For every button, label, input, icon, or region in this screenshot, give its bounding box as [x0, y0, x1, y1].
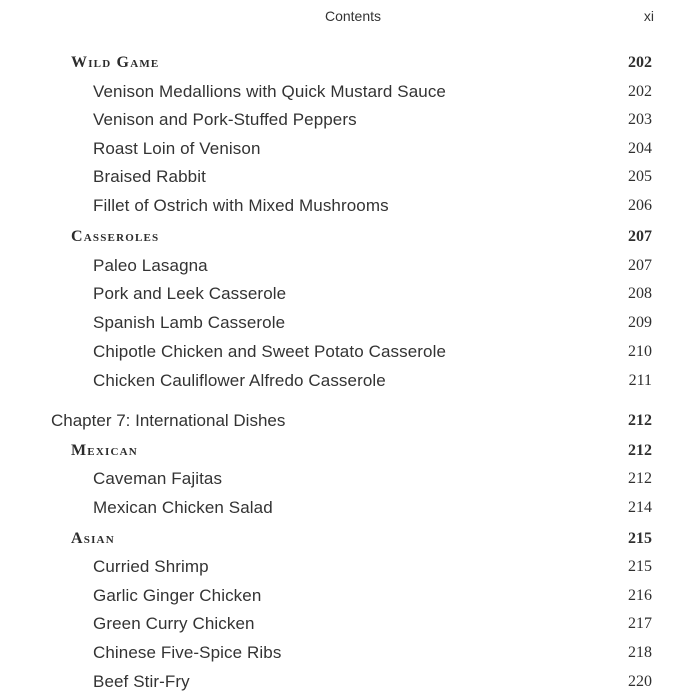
toc-entry — [0, 367, 700, 395]
toc-section-title: Asian — [71, 530, 115, 547]
toc-page-number: 202 — [628, 54, 652, 71]
toc-section-mexican — [0, 437, 700, 465]
toc-entry-title: Beef Stir-Fry — [93, 672, 190, 691]
toc-entry-title: Curried Shrimp — [93, 557, 209, 576]
toc-page-number: 212 — [628, 442, 652, 459]
toc-page-number: 208 — [628, 285, 652, 302]
toc-entry — [0, 639, 700, 667]
toc-entry-title: Fillet of Ostrich with Mixed Mushrooms — [93, 196, 389, 215]
toc-page-number: 202 — [628, 83, 652, 100]
toc-page-number: 212 — [628, 412, 652, 429]
toc-entry — [0, 192, 700, 220]
toc-page-number: 215 — [628, 530, 652, 547]
running-head-page-number: xi — [643, 8, 654, 24]
toc-entry — [0, 78, 700, 106]
toc-entry-title: Paleo Lasagna — [93, 256, 208, 275]
toc-entry — [0, 309, 700, 337]
toc-entry-title: Garlic Ginger Chicken — [93, 586, 262, 605]
toc-entry — [0, 135, 700, 163]
toc-section-title: Mexican — [71, 442, 138, 459]
toc-page-number: 203 — [628, 111, 652, 128]
toc-entry-title: Braised Rabbit — [93, 167, 206, 186]
toc-entry-title: Caveman Fajitas — [93, 469, 223, 488]
toc-entry — [0, 163, 700, 191]
toc-entry — [0, 494, 700, 522]
toc-chapter-7 — [0, 407, 700, 435]
toc-chapter-title: Chapter 7: International Dishes — [51, 411, 286, 430]
toc-entry — [0, 338, 700, 366]
toc-entry-title: Pork and Leek Casserole — [93, 284, 287, 303]
toc-entry — [0, 280, 700, 308]
toc-page-number: 209 — [628, 314, 652, 331]
running-head-title: Contents — [324, 8, 382, 24]
toc-section-casseroles — [0, 223, 700, 251]
toc-entry-title: Roast Loin of Venison — [93, 139, 261, 158]
toc-page-number: 211 — [628, 372, 652, 389]
toc-entry-title: Chinese Five-Spice Ribs — [93, 643, 282, 662]
running-head — [0, 7, 700, 27]
toc-page-number: 220 — [628, 673, 652, 690]
toc-entry — [0, 668, 700, 696]
toc-entry-title: Spanish Lamb Casserole — [93, 313, 286, 332]
toc-page-number: 212 — [628, 470, 652, 487]
toc-section-asian — [0, 525, 700, 553]
toc-section-title: Casseroles — [71, 228, 160, 245]
toc-page-number: 214 — [628, 499, 652, 516]
toc-page-number: 207 — [628, 257, 652, 274]
toc-page-number: 218 — [628, 644, 652, 661]
toc-entry-title: Mexican Chicken Salad — [93, 498, 273, 517]
toc-entry-title: Venison and Pork-Stuffed Peppers — [93, 110, 357, 129]
toc-page-number: 206 — [628, 197, 652, 214]
toc-section-wild-game — [0, 49, 700, 77]
toc-entry — [0, 465, 700, 493]
toc-entry — [0, 252, 700, 280]
toc-page-number: 216 — [628, 587, 652, 604]
toc-page-number: 205 — [628, 168, 652, 185]
toc-entry-title: Green Curry Chicken — [93, 614, 255, 633]
toc-page-number: 210 — [628, 343, 652, 360]
toc-page-number: 204 — [628, 140, 652, 157]
toc-page-number: 217 — [628, 615, 652, 632]
toc-entry — [0, 553, 700, 581]
toc-entry-title: Venison Medallions with Quick Mustard Sauce — [93, 82, 446, 101]
toc-page-number: 215 — [628, 558, 652, 575]
toc-entry — [0, 610, 700, 638]
toc-entry — [0, 582, 700, 610]
toc-entry-title: Chicken Cauliflower Alfredo Casserole — [93, 371, 386, 390]
toc-page-number: 207 — [628, 228, 652, 245]
toc-section-title: Wild Game — [71, 54, 160, 71]
toc-entry — [0, 106, 700, 134]
toc-entry-title: Chipotle Chicken and Sweet Potato Casserole — [93, 342, 446, 361]
